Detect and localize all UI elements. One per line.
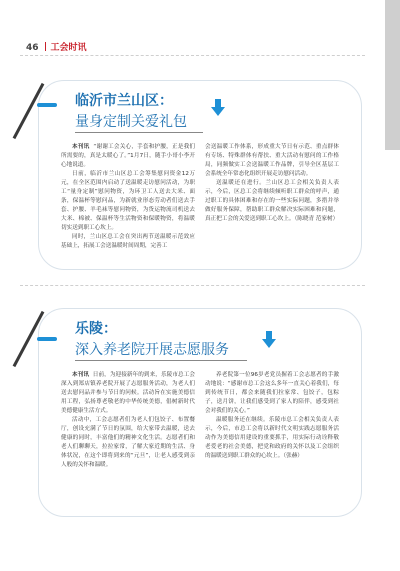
paragraph: 本刊讯 日前，为迎接新年的到来，乐陵市总工会深入到郑店镇养老院开展了志愿服务活动，为老人们送去慰问品并参与节日的问候。活动旨在实施美德信用工程，弘扬尊老敬老的中华传统美德，倡树新时代美德健康生活方式。 bbox=[61, 372, 195, 414]
article-card-lanshan bbox=[38, 80, 362, 270]
side-tab-decoration bbox=[385, 0, 400, 150]
title-underline bbox=[75, 132, 203, 133]
down-arrow-icon bbox=[211, 99, 225, 117]
article-body-col2 bbox=[205, 143, 339, 224]
paragraph: 活动中，工会志愿者们为老人们包饺子、布置餐厅，创设充满了节日的氛围，给大家带去温暖，送去健康的同时，丰富他们的精神文化生活。志愿者们和老人们聊聊天，拉拉家常，了解大家近期的生活、身体状况，在这个即将到来的“元旦”，让老人感受到亲人般的关怀和温暖。 bbox=[61, 417, 195, 468]
header-divider bbox=[45, 42, 46, 51]
article-card-laoling bbox=[38, 308, 362, 517]
title-slash-decoration bbox=[13, 311, 45, 367]
section-title: 工会时讯 bbox=[50, 43, 87, 53]
article-body-col1 bbox=[61, 371, 195, 470]
paragraph: 本刊讯 “谢谢工会关心，手套和护腰，正是我们所需要的，真是太暖心了。”1月7日，随手小哥小李开心地说道。 bbox=[61, 144, 195, 168]
title-slash-decoration bbox=[13, 83, 45, 139]
paragraph: 养老院第一位96岁老党员握着工会志愿者的手激动地说：“感谢市总工会这么多年一直关心着我们，每到传统节日，都会来随我们拉家常、包饺子，包粽子，送月饼，让我们感受到了家人的陪伴，感受到社会对我们的关心。” bbox=[205, 372, 339, 414]
article-headline: 深入养老院开展志愿服务 bbox=[75, 342, 229, 358]
article-headline: 量身定制关爱礼包 bbox=[75, 114, 187, 130]
article-body-col1 bbox=[61, 143, 195, 251]
section-rule bbox=[20, 285, 365, 286]
paragraph: 日前，临沂市兰山区总工会筹集慰问资金12万元，在全区范围内启动了送温暖走访慰问活动，为职工“量身定制”慰问物资，为环卫工人送去大米、面条，保温杯等慰问品，为新就业形态劳动者们送去手套、护腰、羊毛袜等慰问物资，为货运物流司机送去大米、棉被、保温杯等生活物资和保暖物资，将温暖切实送到职工心坎上。 bbox=[61, 171, 195, 231]
title-underline bbox=[75, 360, 247, 361]
down-arrow-icon bbox=[262, 331, 276, 349]
page-header bbox=[26, 40, 87, 53]
article-location: 乐陵： bbox=[75, 321, 117, 337]
lead-label: 本刊讯 bbox=[72, 144, 90, 150]
paragraph: 会送温暖工作体系，形成重大节日有示范、重点群体有专场、特殊群体有帮扶、重大活动有慰问的工作格局，同频做实工会送温暖工作品牌，引导全区基层工会系统全年常态化组织开展走访慰问活动。 bbox=[205, 144, 339, 177]
page-number: 46 bbox=[26, 43, 39, 53]
article-location: 临沂市兰山区： bbox=[75, 93, 173, 109]
article-body-col2 bbox=[205, 371, 339, 461]
paragraph: 温暖服务还在继续。乐陵市总工会相关负责人表示，今后，市总工会将以新时代文明实践志愿服务活动作为美德信用建设的重要抓手，用实际行动诠释敬老爱老的社会美德，把党和政府的关怀以及工会组织的温暖送到职工群众的心坎上。（张赫） bbox=[205, 417, 339, 459]
article-title bbox=[39, 86, 239, 142]
paragraph: 送温暖还在进行。兰山区总工会相关负责人表示，今后，区总工会将继续倾听职工群众的呼声，通过职工的具体困难和存在的一些实际问题，多措并举做好服务保障，帮助职工群众解决实际困难和问题，真正把工会的关爱送到职工心坎上。（陈晓青 范家树） bbox=[205, 180, 339, 222]
article-title bbox=[39, 314, 239, 370]
lead-label: 本刊讯 bbox=[72, 372, 90, 378]
header-rule bbox=[20, 55, 365, 56]
paragraph: 同时，兰山区总工会在突出两节送温暖示范效应基础上，拓展工会送温暖时间周期，完善工 bbox=[61, 234, 195, 249]
